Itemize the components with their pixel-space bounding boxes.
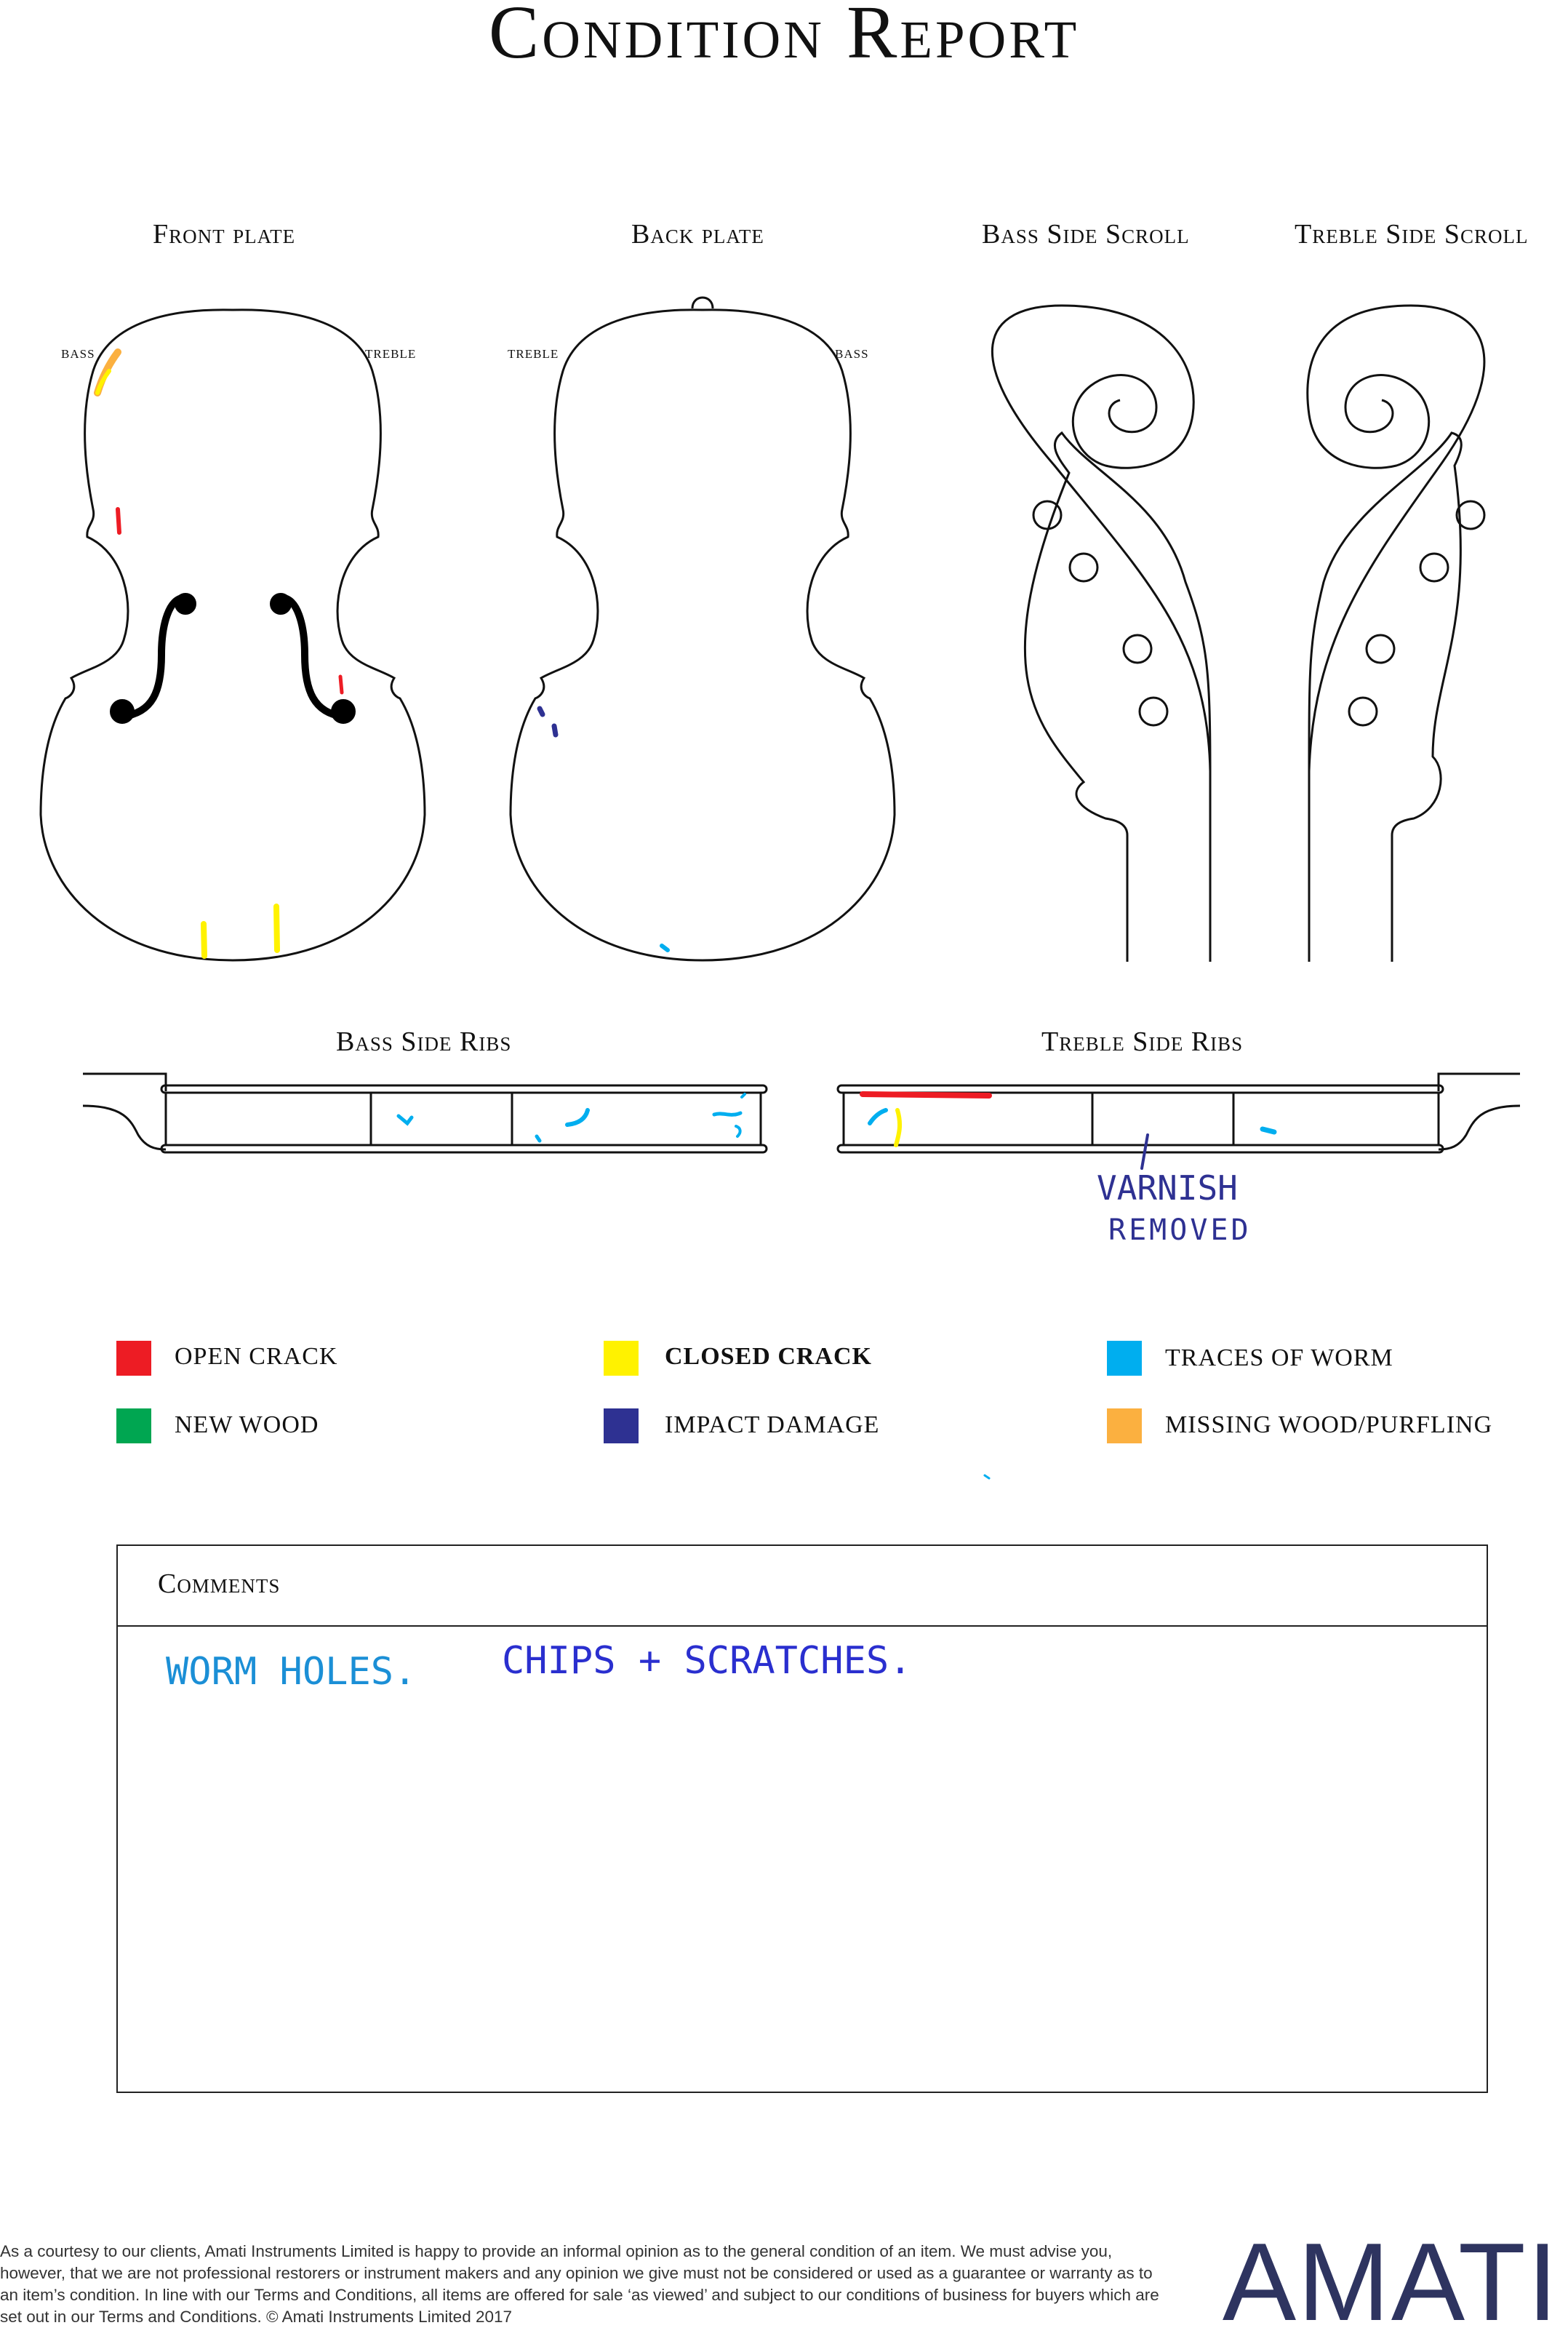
disclaimer-text: As a courtesy to our clients, Amati Instruments Limited is happy to provide an informal opinion as to the general condition of an item. We must advise you, however, that we are not professional restorers or instrument makers and any opinion we give must not be considered or used as a guarantee or warranty as to an item’s condition. In line with our Terms and Conditions, all items are offered for sale ‘as viewed’ and subject to our conditions of business for buyers which are set out in our Terms and Conditions. © Amati Instruments Limited 2017 (0, 2242, 1159, 2326)
amati-logo: AMATI (1222, 2220, 1559, 2344)
closed-crack-mark-front-2 (276, 906, 277, 950)
stray-ink-mark (985, 1475, 989, 1478)
bass-side-scroll-label: Bass Side Scroll (982, 219, 1190, 250)
open-crack-mark-treble-rib (863, 1094, 989, 1096)
bass-side-scroll-drawing (992, 306, 1210, 962)
legend-label-new-wood: NEW WOOD (175, 1411, 319, 1438)
legend-swatch-new-wood (116, 1408, 151, 1443)
comments-header (118, 1546, 1487, 1627)
worm-mark-bass-rib-2 (567, 1110, 588, 1125)
front-plate-label: Front plate (153, 219, 296, 250)
worm-mark-bass-rib-4 (714, 1113, 740, 1115)
impact-mark-back-1 (540, 709, 543, 714)
impact-mark-back-2 (554, 726, 556, 735)
comment-worm-holes: WORM HOLES. (166, 1650, 417, 1694)
back-plate-outline (511, 310, 895, 960)
f-holes (113, 597, 352, 720)
bass-side-ribs-label: Bass Side Ribs (336, 1027, 512, 1057)
worm-mark-bass-rib-5 (736, 1126, 740, 1136)
legend-label-closed-crack: CLOSED CRACK (665, 1343, 872, 1370)
back-treble-side-label: treble (508, 343, 559, 362)
varnish-note-line2: REMOVED (1108, 1213, 1252, 1247)
bass-side-ribs-drawing (83, 1074, 767, 1152)
worm-mark-back (662, 946, 668, 950)
front-bass-side-label: bass (61, 343, 95, 362)
front-plate-outline (41, 310, 425, 960)
comments-box (116, 1544, 1488, 2093)
varnish-note-line1: VARNISH (1097, 1168, 1238, 1208)
treble-side-ribs-label: Treble Side Ribs (1041, 1027, 1244, 1057)
open-crack-mark-front-bout (118, 509, 119, 533)
legend-swatch-traces-of-worm (1107, 1341, 1142, 1376)
treble-side-ribs-drawing (838, 1074, 1520, 1152)
treble-side-scroll-drawing (1308, 306, 1484, 962)
report-title: Condition Report (488, 0, 1080, 74)
legend-swatch-open-crack (116, 1341, 151, 1376)
legend-swatch-impact-damage (604, 1408, 639, 1443)
back-plate-label: Back plate (631, 219, 764, 250)
worm-mark-bass-rib-1 (399, 1116, 412, 1123)
open-crack-mark-front-fhole (340, 677, 342, 693)
closed-crack-mark-treble-rib (896, 1110, 900, 1145)
front-treble-side-label: treble (365, 343, 417, 362)
treble-side-scroll-label: Treble Side Scroll (1295, 219, 1529, 250)
legend-label-impact-damage: IMPACT DAMAGE (665, 1411, 880, 1438)
comment-chips-scratches: CHIPS + SCRATCHES. (502, 1639, 912, 1683)
legend-label-traces-of-worm: TRACES OF WORM (1165, 1344, 1393, 1371)
legend-label-missing-wood: MISSING WOOD/PURFLING (1165, 1411, 1493, 1438)
worm-mark-bass-rib-6 (742, 1094, 745, 1097)
damage-markings (97, 352, 1274, 1478)
worm-mark-treble-rib-2 (1263, 1129, 1274, 1132)
worm-mark-bass-rib-3 (537, 1136, 540, 1141)
legend-label-open-crack: OPEN CRACK (175, 1343, 338, 1370)
worm-mark-treble-rib-1 (870, 1110, 886, 1123)
legend-swatch-missing-wood (1107, 1408, 1142, 1443)
back-plate-button (692, 298, 713, 308)
comments-heading: Comments (158, 1568, 281, 1599)
legend-swatch-closed-crack (604, 1341, 639, 1376)
back-bass-side-label: bass (835, 343, 869, 362)
